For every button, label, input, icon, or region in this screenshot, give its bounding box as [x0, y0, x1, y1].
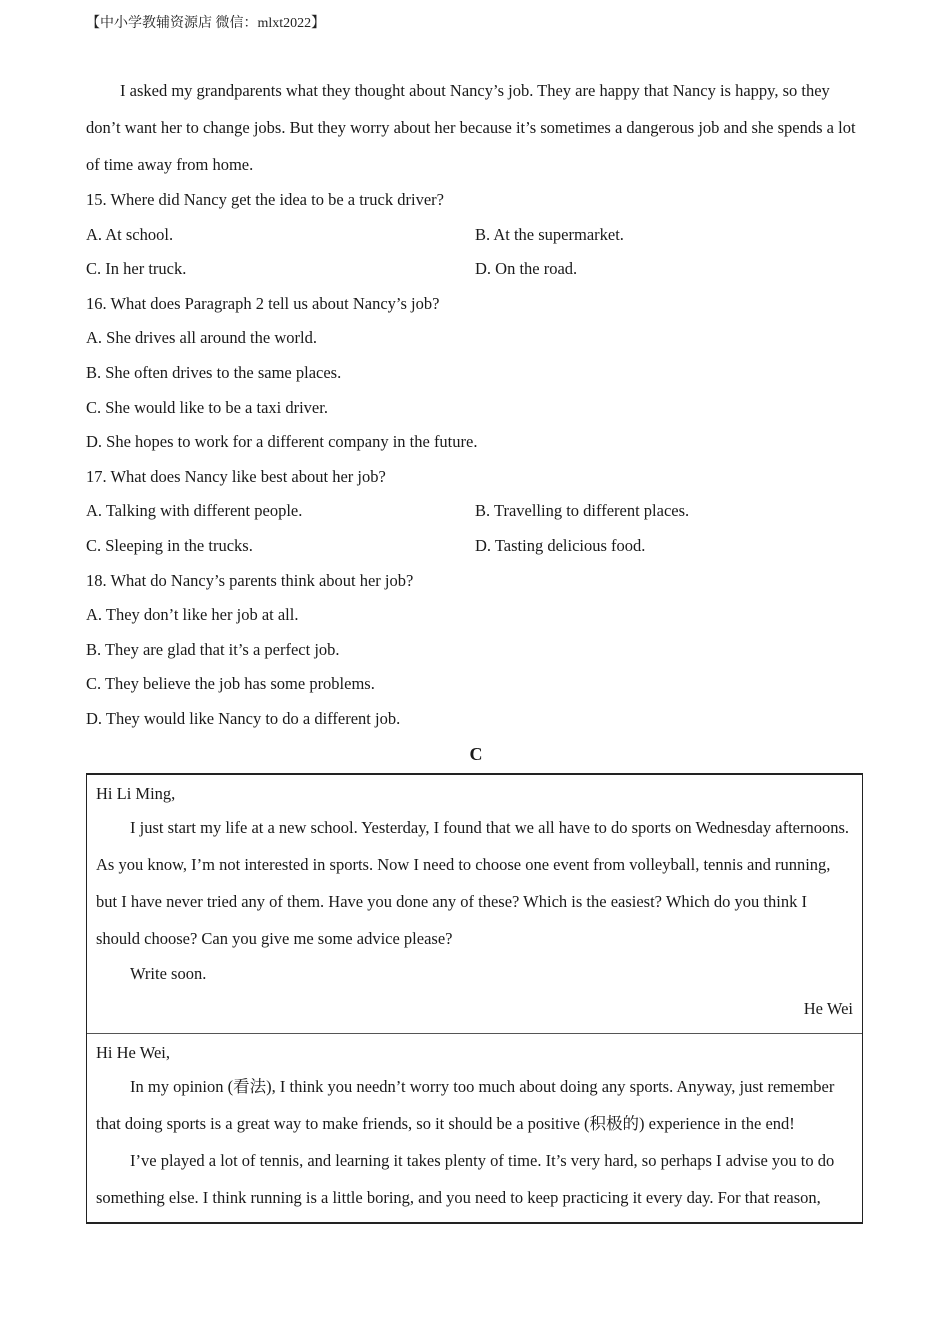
q17-option-c: C. Sleeping in the trucks. [86, 535, 253, 555]
question-16: 16. What does Paragraph 2 tell us about Nancy’s job? [86, 293, 440, 313]
q15-option-d: D. On the road. [475, 259, 578, 279]
question-15-options-row-2 [86, 252, 866, 287]
letter2-paragraph-1: In my opinion (看法), I think you needn’t worry too much about doing any sports. Anyway, just remember that doing sports is a great way to make friends, so it should be a positive (积极的) experience in the end! [96, 1076, 835, 1133]
document-body [86, 72, 866, 1224]
letter1-greeting: Hi Li Ming, [96, 783, 176, 803]
section-c-title: C [469, 743, 483, 764]
q17-option-b: B. Travelling to different places. [475, 501, 690, 521]
q18-option-a: A. They don’t like her job at all. [86, 605, 299, 625]
question-17-options-row-2 [86, 529, 866, 564]
q15-option-a: A. At school. [86, 224, 174, 244]
q18-option-d: D. They would like Nancy to do a different job. [86, 708, 401, 728]
q18-option-b: B. They are glad that it’s a perfect job. [86, 639, 340, 659]
question-17-options-row-1 [86, 494, 866, 529]
letter2-greeting: Hi He Wei, [96, 1042, 170, 1062]
q18-option-c: C. They believe the job has some problems. [86, 674, 375, 694]
q16-option-b: B. She often drives to the same places. [86, 362, 342, 382]
letter2-paragraph-2: I’ve played a lot of tennis, and learning it takes plenty of time. It’s very hard, so perhaps I advise you to do something else. I think running is a little boring, and you need to keep practicing it every day. For that reason, [96, 1150, 835, 1207]
q16-option-c: C. She would like to be a taxi driver. [86, 397, 328, 417]
q15-option-b: B. At the supermarket. [475, 224, 624, 244]
question-15: 15. Where did Nancy get the idea to be a truck driver? [86, 190, 444, 209]
letter-to-he-wei [87, 1033, 862, 1222]
q17-option-a: A. Talking with different people. [86, 501, 303, 521]
letter1-signature: He Wei [803, 998, 853, 1018]
question-17: 17. What does Nancy like best about her job? [86, 466, 386, 486]
passage-paragraph: I asked my grandparents what they thought about Nancy’s job. They are happy that Nancy is happy, so they don’t want her to change jobs. But they worry about her because it’s sometimes a dangerous job and she spends a lot of time away from home. [86, 81, 856, 174]
question-18: 18. What do Nancy’s parents think about her job? [86, 570, 414, 590]
q15-option-c: C. In her truck. [86, 259, 187, 279]
q16-option-d: D. She hopes to work for a different company in the future. [86, 432, 478, 452]
letter1-body: I just start my life at a new school. Yesterday, I found that we all have to do sports on Wednesday afternoons. As you know, I’m not interested in sports. Now I need to choose one event from volleyball, tennis and running, but I have never tried any of them. Have you done any of these? Which is the easiest? Which do you think I should choose? Can you give me some advice please? [96, 817, 850, 948]
q16-option-a: A. She drives all around the world. [86, 328, 317, 348]
letter1-closing: Write soon. [130, 963, 207, 983]
source-header: 【中小学教辅资源店 微信：mlxt2022】 [86, 16, 326, 31]
letter-from-he-wei [87, 775, 862, 1033]
letters-box [86, 773, 863, 1224]
q17-option-d: D. Tasting delicious food. [475, 535, 646, 555]
question-15-options-row-1 [86, 218, 866, 253]
